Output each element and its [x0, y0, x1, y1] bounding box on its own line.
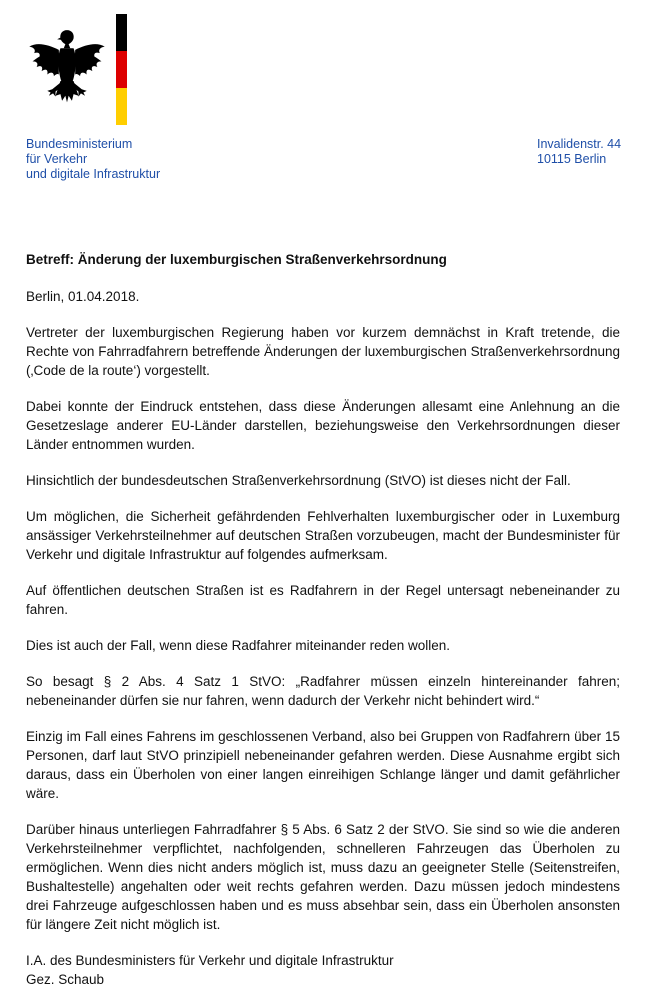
letter-paragraph: Dabei konnte der Eindruck entstehen, dass diese Änderungen allesamt eine Anlehnung an die Gesetzeslage anderer EU-Länder darstellen, beziehungsweise den Verkehrsordnungen dieser Länder entnommen wurden.	[26, 399, 620, 452]
federal-eagle-icon	[26, 28, 108, 116]
letter-paragraph: Um möglichen, die Sicherheit gefährdenden Fehlverhalten luxemburgischer oder in Luxemburg ansässiger Verkehrsteilnehmer auf deutschen Straßen vorzubeugen, macht der Bundesminister für Verkehr und digitale Infrastruktur auf folgendes aufmerksam.	[26, 509, 620, 562]
letter-paragraph: Dies ist auch der Fall, wenn diese Radfahrer miteinander reden wollen.	[26, 638, 450, 653]
letter-paragraph: Einzig im Fall eines Fahrens im geschlossenen Verband, also bei Gruppen von Radfahrern über 15 Personen, darf laut StVO prinzipiell nebeneinander gefahren werden. Diese Ausnahme ergibt sich daraus, dass ein Überholen von einer langen einreihigen Schlange länger und damit gefährlicher wäre.	[26, 729, 620, 801]
german-flag-stripe	[116, 14, 127, 125]
signature-line: Gez. Schaub	[26, 972, 105, 987]
letter-paragraph: Auf öffentlichen deutschen Straßen ist es Radfahrern in der Regel untersagt nebeneinander zu fahren.	[26, 583, 620, 617]
letter-body	[26, 250, 620, 1006]
ministry-line: und digitale Infrastruktur	[26, 167, 161, 181]
letter-paragraph: Hinsichtlich der bundesdeutschen Straßenverkehrsordnung (StVO) ist dieses nicht der Fall.	[26, 473, 571, 488]
ministry-line: Bundesministerium	[26, 137, 133, 151]
letter-signature	[26, 951, 620, 989]
letter-date: Berlin, 01.04.2018.	[26, 289, 140, 304]
ministry-line: für Verkehr	[26, 152, 88, 166]
ministry-address	[537, 137, 621, 167]
letter-paragraph: Darüber hinaus unterliegen Fahrradfahrer § 5 Abs. 6 Satz 2 der StVO. Sie sind so wie die anderen Verkehrsteilnehmer verpflichtet, nachfolgenden, schnelleren Fahrzeugen das Überholen zu ermöglichen. Wenn dies nicht anders möglich ist, muss dazu an geeigneter Stelle (Seitenstreifen, Bushaltestelle) angehalten oder weit rechts gefahren werden. Dazu müssen jedoch mindestens drei Fahrzeuge aufgeschlossen haben und es muss absehbar sein, dass ein Überholen ansonsten für längere Zeit nicht möglich ist.	[26, 822, 620, 932]
ministry-name	[26, 137, 160, 182]
flag-red-band	[116, 51, 127, 88]
flag-gold-band	[116, 88, 127, 125]
letter-paragraph: Vertreter der luxemburgischen Regierung haben vor kurzem demnächst in Kraft tretende, die Rechte von Fahrradfahrern betreffende Änderungen der luxemburgischen Straßenverkehrsordnung (‚Code de la route‘) vorgestellt.	[26, 325, 620, 378]
address-line: Invalidenstr. 44	[537, 137, 622, 151]
address-line: 10115 Berlin	[537, 152, 607, 166]
letter-subject: Betreff: Änderung der luxemburgischen Straßenverkehrsordnung	[26, 252, 447, 267]
signature-line: I.A. des Bundesministers für Verkehr und digitale Infrastruktur	[26, 953, 394, 968]
flag-black-band	[116, 14, 127, 51]
letter-paragraph: So besagt § 2 Abs. 4 Satz 1 StVO: „Radfahrer müssen einzeln hintereinander fahren; nebeneinander dürfen sie nur fahren, wenn dadurch der Verkehr nicht behindert wird.“	[26, 674, 620, 708]
